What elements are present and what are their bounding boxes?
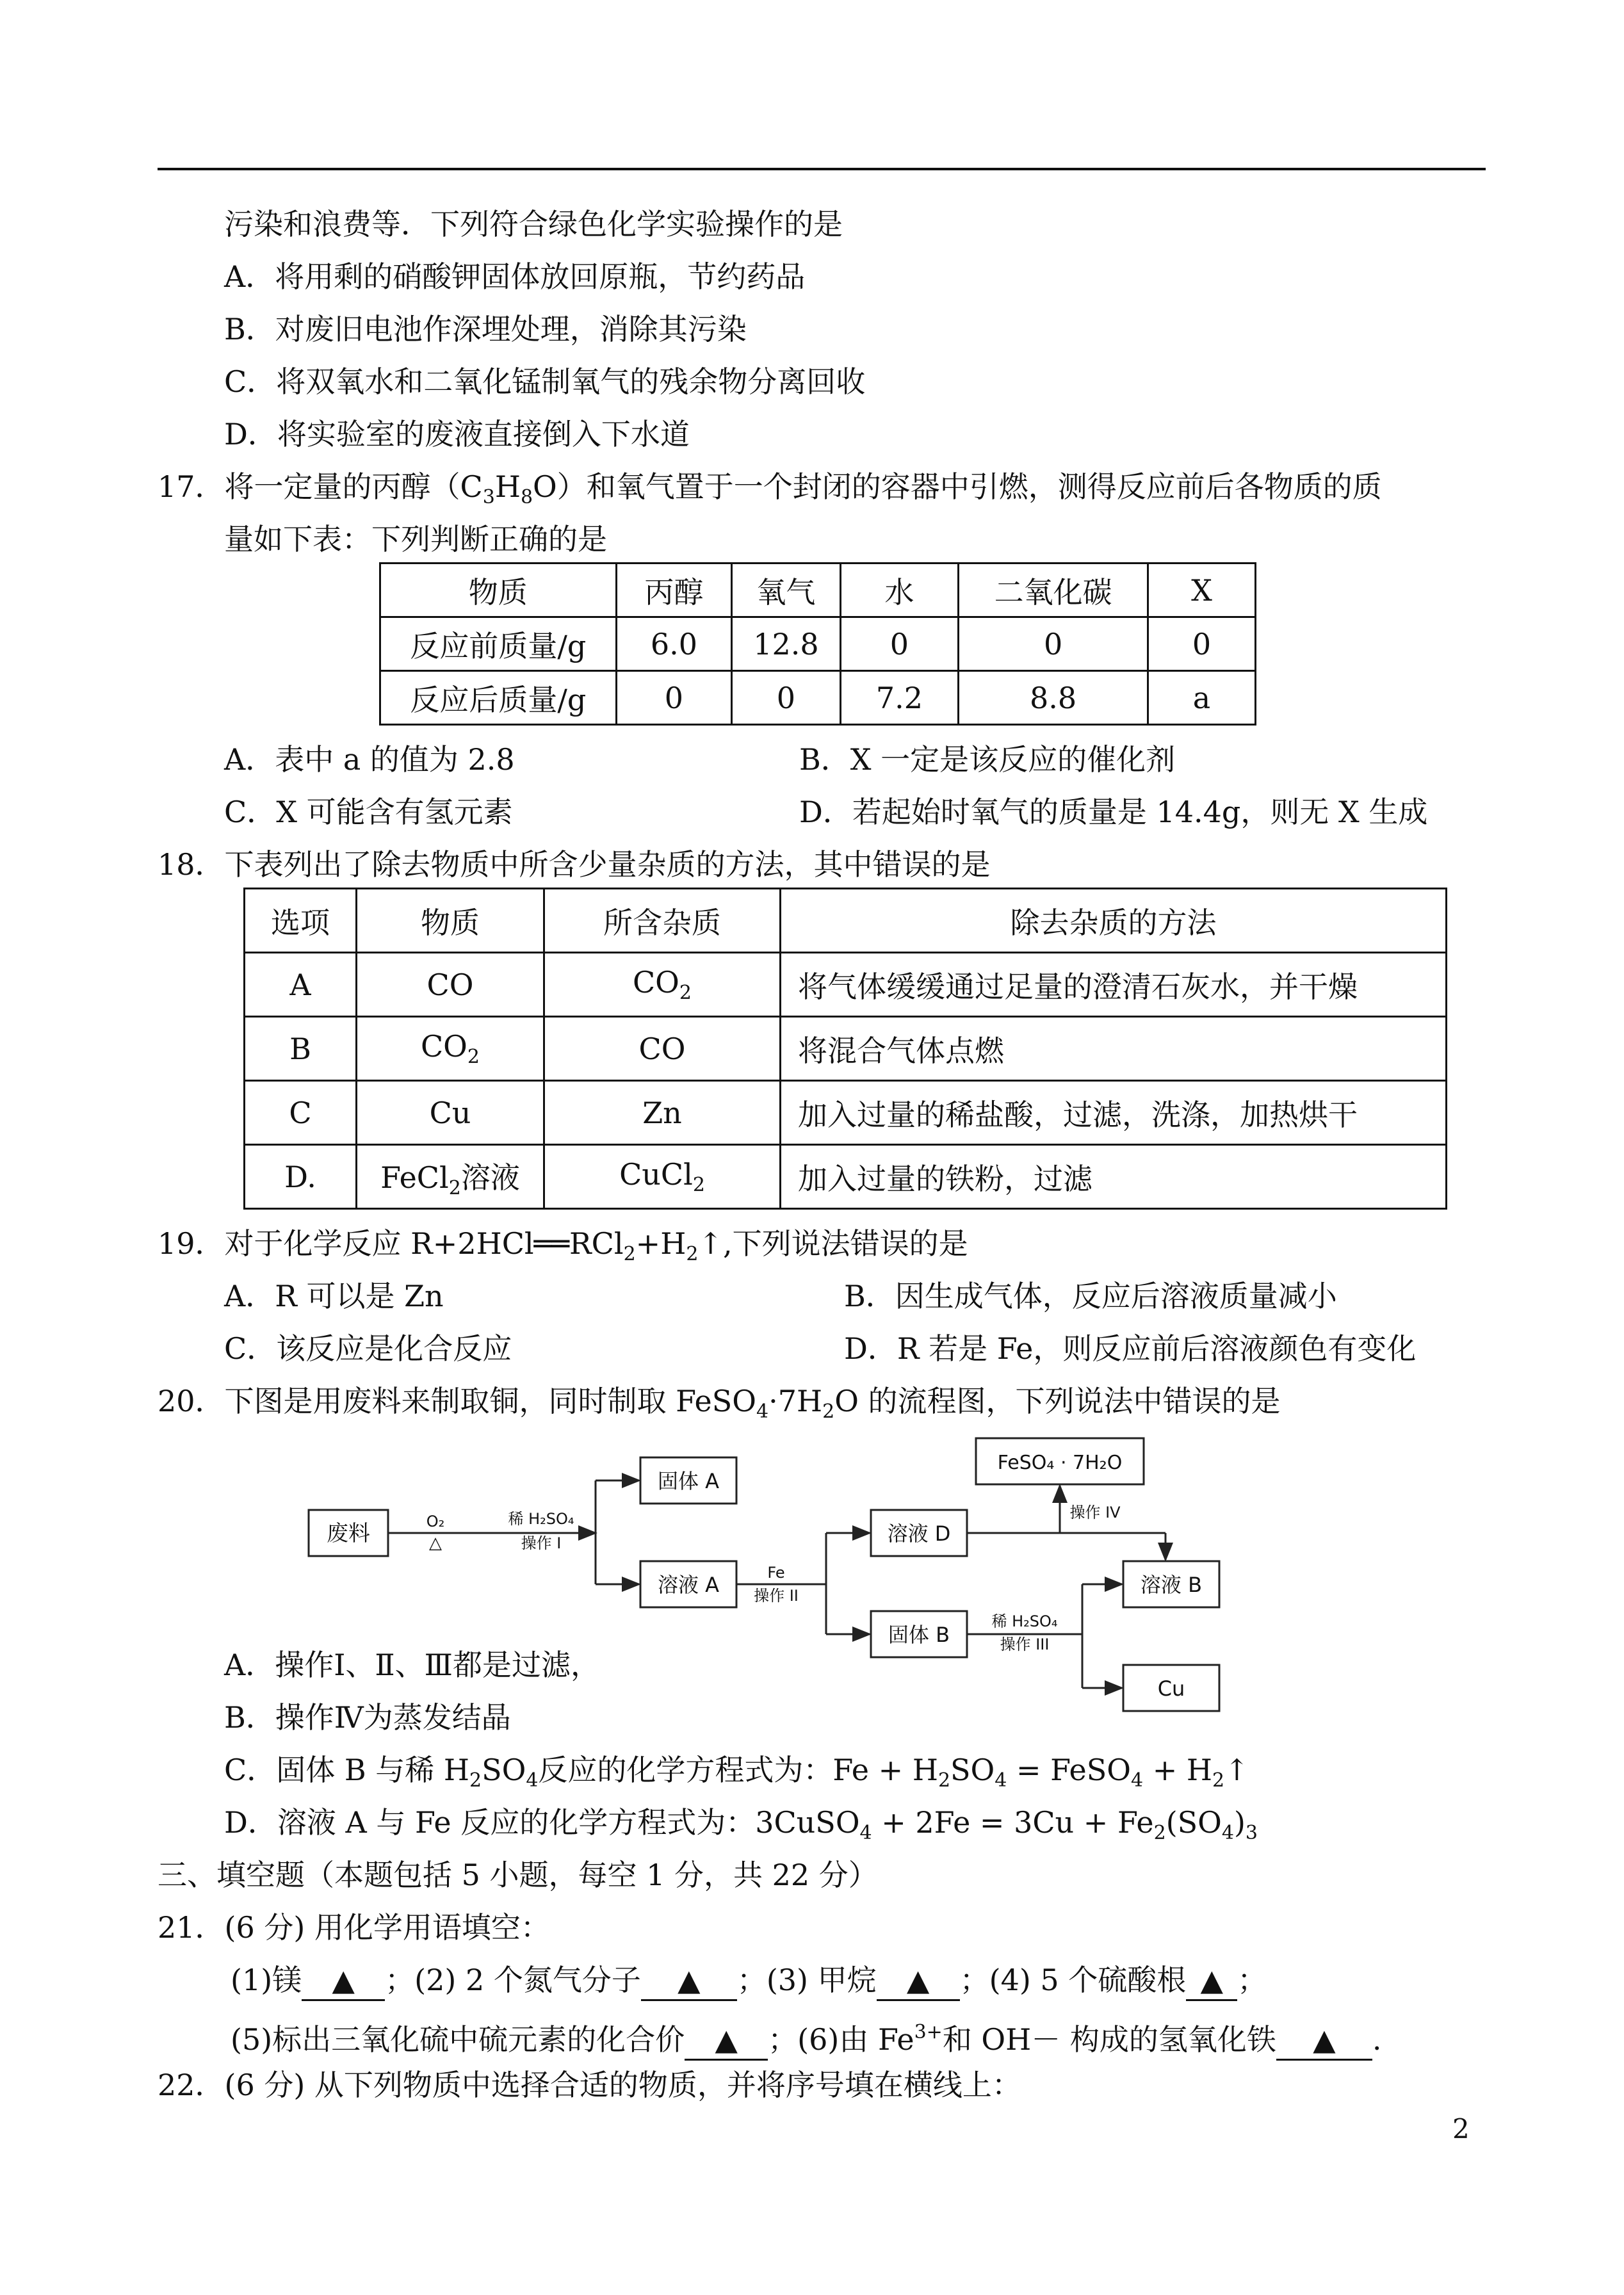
table-cell: $CO_2$ xyxy=(357,1017,544,1081)
equals-arrow: ══ xyxy=(533,1226,570,1261)
label-delta: △ xyxy=(429,1534,442,1553)
q19-option-b: B．因生成气体，反应后溶液质量减小 xyxy=(844,1279,1337,1313)
table-cell: 0 xyxy=(959,617,1148,671)
section-3-heading: 三、填空题（本题包括 5 小题，每空 1 分，共 22 分） xyxy=(158,1858,878,1892)
q17-stem-line2: 量如下表：下列判断正确的是 xyxy=(224,522,607,556)
label-solution-d: 溶液 D xyxy=(887,1521,951,1546)
table-cell: 将混合气体点燃 xyxy=(781,1017,1447,1081)
q20-option-b: B．操作Ⅳ为蒸发结晶 xyxy=(224,1700,511,1735)
table-cell: C xyxy=(245,1081,357,1145)
q17-option-a: A．表中 a 的值为 2.8 xyxy=(224,742,515,777)
table-cell: CO xyxy=(544,1017,781,1081)
table-cell: 加入过量的稀盐酸，过滤，洗涤，加热烘干 xyxy=(781,1081,1447,1145)
table-cell: D. xyxy=(245,1145,357,1209)
q20-option-c: C．固体 B 与稀 $H_2SO_4$反应的化学方程式为：$Fe + H_2SO_4$ = FeSO$_4$ + $H_2↑$ xyxy=(224,1753,1249,1792)
q16-stem-continued: 污染和浪费等．下列符合绿色化学实验操作的是 xyxy=(224,207,843,241)
table-cell: A xyxy=(245,953,357,1017)
table-cell: B xyxy=(245,1017,357,1081)
q21-stem: 21．(6 分) 用化学用语填空： xyxy=(158,1910,550,1945)
answer-blank[interactable]: ▲ xyxy=(877,1961,960,2001)
table-cell: Cu xyxy=(357,1081,544,1145)
label-h2so4-b: 稀 H₂SO₄ xyxy=(991,1612,1058,1630)
table-cell: 0 xyxy=(1148,617,1256,671)
table-cell: 将气体缓缓通过足量的澄清石灰水，并干燥 xyxy=(781,953,1447,1017)
label-solid-a: 固体 A xyxy=(657,1469,720,1493)
q17-option-c: C．X 可能含有氢元素 xyxy=(224,795,513,829)
table-cell: 氧气 xyxy=(732,564,841,617)
table-cell: 7.2 xyxy=(840,671,958,725)
label-cu: Cu xyxy=(1157,1676,1185,1701)
table-cell: CuCl$_2$ xyxy=(544,1145,781,1209)
table-cell: FeCl$_2$溶液 xyxy=(357,1145,544,1209)
label-feso4: FeSO₄ · 7H₂O xyxy=(997,1452,1123,1474)
table-cell: X xyxy=(1148,564,1256,617)
q17-option-d: D．若起始时氧气的质量是 14.4g，则无 X 生成 xyxy=(799,795,1428,829)
table-cell: 12.8 xyxy=(732,617,841,671)
table-cell: 水 xyxy=(840,564,958,617)
table-cell: 选项 xyxy=(245,889,357,953)
answer-blank[interactable]: ▲ xyxy=(302,1961,385,2001)
q20-option-d: D．溶液 A 与 Fe 反应的化学方程式为：3CuSO$_4$ + $2Fe = 3Cu + Fe_2(SO_4)_3$ xyxy=(224,1805,1258,1844)
label-fe: Fe xyxy=(767,1564,785,1582)
table-cell: 0 xyxy=(840,617,958,671)
table-cell: 物质 xyxy=(357,889,544,953)
label-o2: O₂ xyxy=(426,1512,445,1530)
table-cell: a xyxy=(1148,671,1256,725)
table-cell: 反应后质量/g xyxy=(380,671,617,725)
label-op2: 操作 II xyxy=(754,1587,799,1605)
q22-stem: 22．(6 分) 从下列物质中选择合适的物质，并将序号填在横线上： xyxy=(158,2068,1021,2102)
table-cell: $CO_2$ xyxy=(544,953,781,1017)
q17-option-b: B．X 一定是该反应的催化剂 xyxy=(799,742,1176,777)
q16-option-b: B．对废旧电池作深埋处理，消除其污染 xyxy=(224,312,747,346)
label-solution-b: 溶液 B xyxy=(1140,1573,1203,1597)
table-cell: 除去杂质的方法 xyxy=(781,889,1447,953)
table-cell: 反应前质量/g xyxy=(380,617,617,671)
q20-option-a: A．操作Ⅰ、Ⅱ、Ⅲ都是过滤， xyxy=(224,1648,601,1682)
label-op3: 操作 III xyxy=(1000,1635,1050,1653)
page-number: 2 xyxy=(1452,2113,1470,2145)
answer-blank[interactable]: ▲ xyxy=(641,1961,737,2001)
table-cell: 8.8 xyxy=(959,671,1148,725)
label-op1: 操作 I xyxy=(521,1534,562,1552)
table-cell: 加入过量的铁粉，过滤 xyxy=(781,1145,1447,1209)
table-cell: 二氧化碳 xyxy=(959,564,1148,617)
table-cell: Zn xyxy=(544,1081,781,1145)
q19-option-a: A．R 可以是 Zn xyxy=(224,1279,444,1313)
q16-option-d: D．将实验室的废液直接倒入下水道 xyxy=(224,417,690,451)
q20-stem: 20．下图是用废料来制取铜，同时制取 $FeSO_4\cdot 7H_2O$ 的流程图，下列说法中错误的是 xyxy=(158,1384,1281,1423)
table-cell: CO xyxy=(357,953,544,1017)
q21-line2: (5)标出三氧化硫中硫元素的化合价 ▲ ；(6)由 $Fe^{3+}$和 OH－ 构成的氢氧化铁 ▲ . xyxy=(231,2013,1382,2061)
answer-blank[interactable]: ▲ xyxy=(1276,2020,1372,2061)
q19-option-c: C．该反应是化合反应 xyxy=(224,1331,512,1366)
table-cell: 丙醇 xyxy=(616,564,732,617)
answer-blank[interactable]: ▲ xyxy=(1186,1961,1237,2001)
label-waste: 废料 xyxy=(327,1521,370,1546)
label-solution-a: 溶液 A xyxy=(657,1573,720,1597)
label-op4: 操作 IV xyxy=(1069,1504,1121,1521)
table-cell: 0 xyxy=(732,671,841,725)
q19-option-d: D．R 若是 Fe，则反应前后溶液颜色有变化 xyxy=(844,1331,1417,1366)
table-cell: 所含杂质 xyxy=(544,889,781,953)
q19-stem: 19．对于化学反应 $R+2HCl══RCl_2+H_2↑$,下列说法错误的是 xyxy=(158,1226,968,1265)
table-cell: 0 xyxy=(616,671,732,725)
table-cell: 6.0 xyxy=(616,617,732,671)
table-cell: 物质 xyxy=(380,564,617,617)
label-solid-b: 固体 B xyxy=(888,1623,950,1647)
q16-option-c: C．将双氧水和二氧化锰制氧气的残余物分离回收 xyxy=(224,364,866,399)
q21-line1: (1)镁 ▲ ；(2) 2 个氮气分子 ▲ ；(3) 甲烷 ▲ ；(4) 5 个硫酸根 ▲ ； xyxy=(231,1961,1267,2001)
label-h2so4: 稀 H₂SO₄ xyxy=(508,1510,574,1528)
q17-stem-line1: 17．将一定量的丙醇$(C_3H_8O)$和氧气置于一个封闭的容器中引燃，测得反应前后各物质的质 xyxy=(158,469,1382,508)
answer-blank[interactable]: ▲ xyxy=(685,2020,768,2061)
q16-option-a: A．将用剩的硝酸钾固体放回原瓶，节约药品 xyxy=(224,259,806,294)
q18-stem: 18．下表列出了除去物质中所含少量杂质的方法，其中错误的是 xyxy=(158,847,991,882)
